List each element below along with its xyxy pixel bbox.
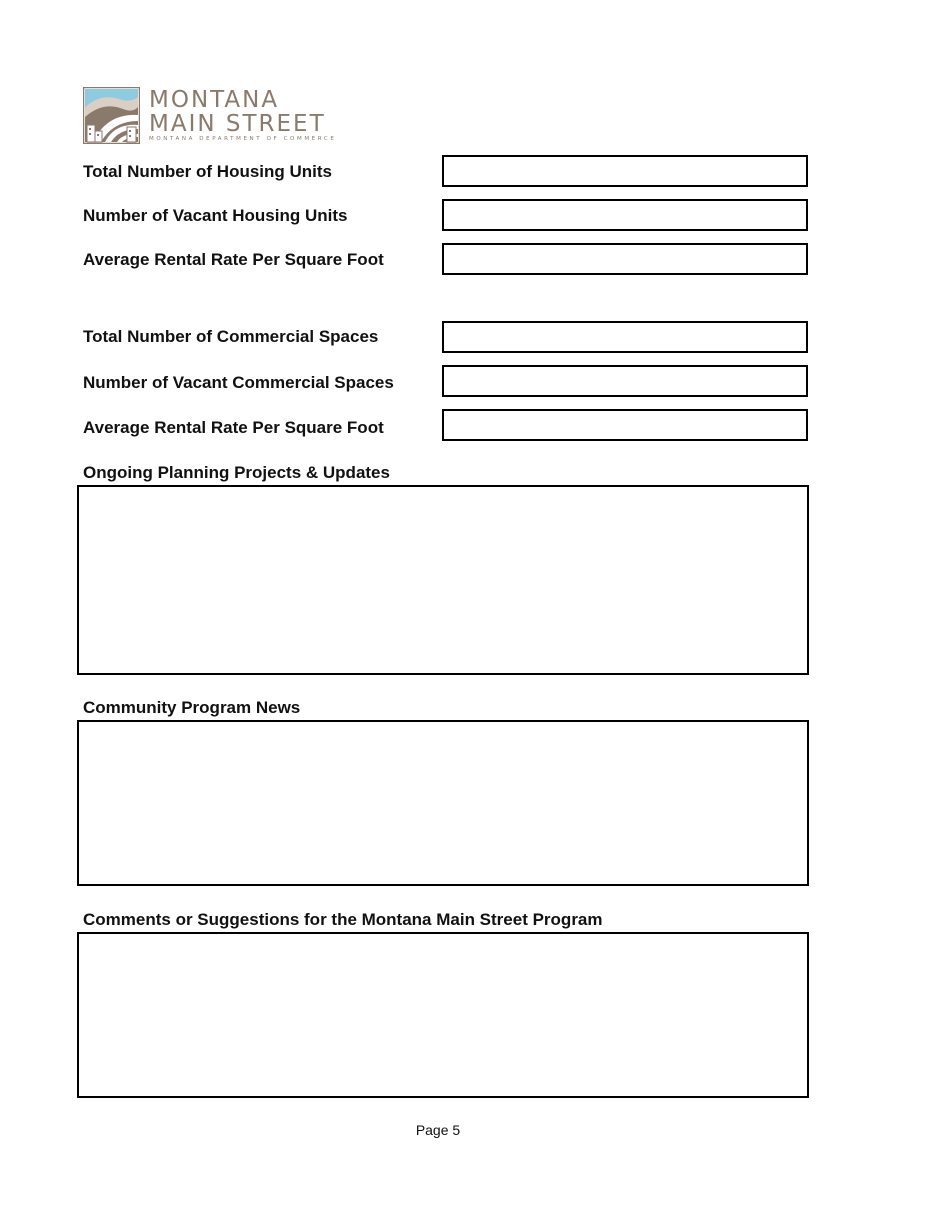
housing-vacant-label: Number of Vacant Housing Units: [83, 206, 348, 225]
logo-line-1: MONTANA: [149, 87, 280, 113]
logo-mark-icon: [83, 87, 140, 144]
page-number: Page 5: [415, 1122, 461, 1138]
logo-subline: MONTANA DEPARTMENT OF COMMERCE: [149, 136, 337, 142]
news-label: Community Program News: [83, 698, 301, 717]
planning-label: Ongoing Planning Projects & Updates: [83, 463, 390, 482]
commercial-total-field[interactable]: [442, 321, 808, 353]
housing-rate-label: Average Rental Rate Per Square Foot: [83, 250, 384, 269]
comments-label: Comments or Suggestions for the Montana Main Street Program: [83, 910, 603, 929]
commercial-total-label: Total Number of Commercial Spaces: [83, 327, 379, 346]
commercial-rate-field[interactable]: [442, 409, 808, 441]
planning-textarea[interactable]: [77, 485, 809, 675]
commercial-vacant-field[interactable]: [442, 365, 808, 397]
housing-vacant-field[interactable]: [442, 199, 808, 231]
housing-total-label: Total Number of Housing Units: [83, 162, 333, 181]
commercial-vacant-label: Number of Vacant Commercial Spaces: [83, 373, 394, 392]
comments-textarea[interactable]: [77, 932, 809, 1098]
logo-line-2: MAIN STREET: [149, 111, 326, 137]
housing-rate-field[interactable]: [442, 243, 808, 275]
montana-main-street-logo: [83, 87, 353, 145]
commercial-rate-label: Average Rental Rate Per Square Foot: [83, 418, 384, 437]
housing-total-field[interactable]: [442, 155, 808, 187]
news-textarea[interactable]: [77, 720, 809, 886]
